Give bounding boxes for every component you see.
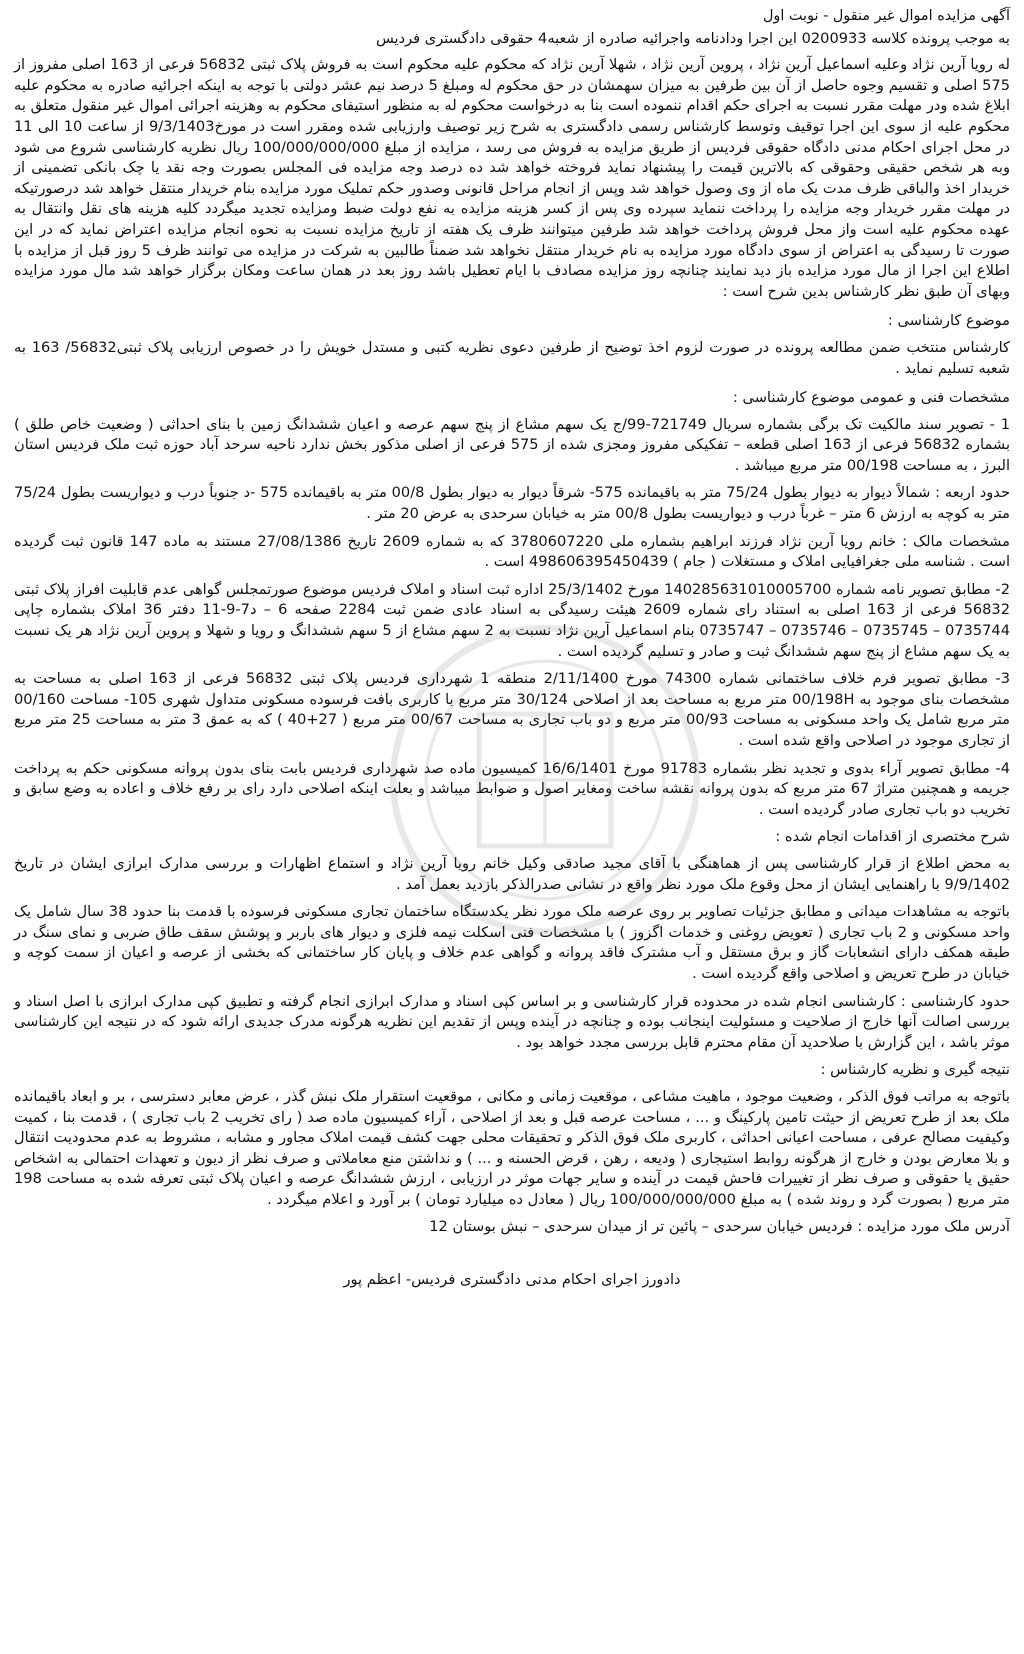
spec-item-3: 3- مطابق تصویر فرم خلاف ساختمانی شماره 74300 مورخ 2/11/1400 منطقه 1 شهرداری فردیس پلاک ثبتی 56832 فرعی از 163 اصلی به مساحت به مشخصات بنای موجود به 00/198H متر مربع به مساحت بعد از اصلاحی 30/124 متر مربع با کاربری بافت فرسوده مسکونی متداول شهری 105- مساحت 00/160 متر مربع شامل یک واحد مسکونی به مساحت 00/93 متر مربع و دو باب تجاری به مساحت 00/67 متر مربع ( 27+40 ) که به عمق 3 متر به مساحت 25 متر مربع از تجاری موجود در اصلاحی واقع شده است . [14, 670, 1010, 749]
conclusion-paragraph: باتوجه به مراتب فوق الذکر ، وضعیت موجود ، ماهیت مشاعی ، موقعیت زمانی و مکانی ، موقعیت استقرار ملک نبش گذر ، عرض معابر دسترسی ، بر و ابعاد باقیمانده ملک بعد از طرح تعریض از حیثت تامین پارکینگ و ... ، مساحت عرصه قبل و بعد از اصلاحی ، آراء کمیسیون ماده صد ( رای تخریب 2 باب تجاری ) ، قدمت بنا ، کمیت وکیفیت مصالح عرفی ، مساحت اعیانی احداثی ، کاربری ملک فوق الذکر و تحقیقات محلی جهت کشف قیمت املاک مجاور و مشابه ، مشروط به عدم محدودیت انتقال و بلا معارض بودن و خارج از هرگونه روابط استیجاری ( ودیعه ، رهن ، قرض الحسنه و ... ) و نداشتن منع معاملاتی و صرف نظر از دیون و تعهدات احتمالی به اشخاص حقیق یا حقوقی و صرف نظر از تغییرات فاحش قیمت در آینده و سایر جهات موثر در ارزیابی ، ارزش ششدانگ عرصه و اعیان پلاک ثبتی تعرفه شده به مساحت 198 متر مربع ( بصورت گرد و روند شده ) به مبلغ 100/000/000/000 ریال ( معادل ده میلیارد تومان ) بر آورد و اعلام میگردد . [14, 1087, 1010, 1208]
property-address: آدرس ملک مورد مزایده : فردیس خیابان سرحدی – پائین تر از میدان سرحدی – نبش بوستان 12 [429, 1218, 1010, 1236]
actions-paragraph-1: به محض اطلاع از قرار کارشناسی پس از هماهنگی با آقای مجید صادقی وکیل خانم رویا آرین نژاد و استماع اظهارات و بررسی مدارک ابرازی ایشان در تاریخ 9/9/1402 با راهنمایی ایشان از محل وقوع ملک مورد نظر واقع در نشانی صدرالذکر بازدید بعمل آمد . [14, 854, 1010, 893]
spec-item-4: 4- مطابق تصویر آراء بدوی و تجدید نظر بشماره 91783 مورخ 16/6/1401 کمیسیون ماده صد شهرداری فردیس بابت بنای بدون پروانه مسکونی حکم به پرداخت جریمه و همچنین متراژ 67 متر مربع که بدون پروانه نقشه ساخت ومغایر اصول و ضوابط میباشد و بعلت اینکه اصلاحی دارد رای بر رفع خلاف و اعاده به وضع سابق و تخریب دو باب تجاری صادر گردیده است . [14, 759, 1010, 818]
subject-heading: موضوع کارشناسی : [887, 312, 1010, 330]
owner-paragraph: مشخصات مالک : خانم رویا آرین نژاد فرزند ابراهیم بشماره ملی 3780607220 که به شماره 2609 تاریخ 27/08/1386 مستند به ماده 147 قانون ثبت گردیده است . شناسه ملی جغرافیایی املاک و مستغلات ( جام ) 498606395450439 است . [14, 532, 1010, 571]
notice-subtitle: به موجب پرونده کلاسه 0200933 این اجرا ودادنامه واجرائیه صادره از شعبه4 حقوقی دادگستری فردیس [375, 29, 1010, 47]
notice-title: آگهی مزایده اموال غیر منقول - نوبت اول [762, 8, 1010, 24]
limits-paragraph: حدود کارشناسی : کارشناسی انجام شده در محدوده قرار کارشناسی و بر اساس کپی اسناد و مدارک ابرازی انجام گرفته و تطبیق کپی مدارک ابرازی با اصل اسناد و بررسی اصالت آنها خارج از صلاحیت و مسئولیت اینجانب بوده و چنانچه در آینده وپس از تقدیم این نظریه هرگونه مدرک جدیدی ارائه شود که در نتیجه این کارشناسی موثر باشد ، این گزارش با صلاحدید آن مقام محترم قابل بررسی مجدد خواهد بود . [14, 992, 1010, 1051]
spec-item-2: 2- مطابق تصویر نامه شماره 140285631010005700 مورخ 25/3/1402 اداره ثبت اسناد و املاک فردیس موضوع صورتمجلس گواهی عدم قابلیت افراز پلاک ثبتی 56832 فرعی از 163 اصلی به استناد رای شماره 2609 هیئت رسیدگی به اسناد عادی ضمن ثبت 2284 صفحه 6 – د7-9-11 دفتر 36 املاک بشماره چاپی 0735744 – 0735745 – 0735746 – 0735747 بنام اسماعیل آرین نژاد نسبت به 2 سهم مشاع از 5 سهم ششدانگ و رویا و شهلا و پروین آرین نژاد هر یک نسبت به یک سهم مشاع از پنج سهم ششدانگ ثبت و صادر و تسلیم گردیده است . [14, 580, 1011, 660]
signature-line: دادورز اجرای احکام مدنی دادگستری فردیس- اعظم پور [343, 1271, 681, 1289]
specs-heading: مشخصات فنی و عمومی موضوع کارشناسی : [732, 389, 1010, 407]
actions-heading: شرح مختصری از اقدامات انجام شده : [775, 828, 1010, 846]
subject-paragraph: کارشناس منتخب ضمن مطالعه پرونده در صورت لزوم اخذ توضیح از طرفین دعوی نظریه کتبی و مستدل خویش را در خصوص ارزیابی پلاک ثبتی56832/ 163 به شعبه تسلیم نماید . [14, 338, 1010, 377]
actions-paragraph-2: باتوجه به مشاهدات میدانی و مطابق جزئیات تصاویر بر روی عرصه ملک مورد نظر یکدستگاه ساختمان تجاری مسکونی فرسوده با قدمت بنا حدود 38 سال شامل یک واحد مسکونی و 2 باب تجاری ( تعویض روغنی و خدمات اگزوز ) با مشخصات فنی اسکلت نیمه فلزی و دیوار های باربر و پوشش سقف طاق ضربی و نمای سنگ در طبقه همکف دارای انشعابات گاز و برق مستقل و آب مشترک فاقد پروانه و گواهی عدم خلاف و پایان کار ساختمانی که بخشی از عرصه و اعیان از سمت کوچه و خیابان در طرح تعریض و اصلاحی واقع گردیده است . [14, 903, 1010, 982]
intro-paragraph: له رویا آرین نژاد وعلیه اسماعیل آرین نژاد ، پروین آرین نژاد ، شهلا آرین نژاد که محکوم علیه محکوم است به فروش پلاک ثبتی 56832 فرعی از 163 اصلی مفروز از 575 اصلی و تقسیم وجوه حاصل از آن بین طرفین به میزان سهمشان در حق محکوم له ومبلغ 5 درصد نیم عشر دولتی با توجه به اینکه اجرائیه صادره به محکوم علیه ابلاغ شده ودر مهلت مقرر نسبت به اجرای حکم اقدام ننموده است بنا به درخواست محکوم له به منظور استیفای محکوم به وهزینه اجرائی اموال غیر منقول متعلق به محکوم علیه از سوی این اجرا توقیف وتوسط کارشناس رسمی دادگستری به شرح زیر توصیف وارزیابی شده ومقرر است در مورخ9/3/1403 از ساعت 10 الی 11 در محل اجرای احکام مدنی دادگاه حقوقی فردیس از طریق مزایده به فروش می رسد ، مزایده از مبلغ 100/000/000/000 ریال نظریه کارشناسی شروع می شود وبه هر شخص حقیقی وحقوقی که بالاترین قیمت را پیشنهاد نماید فروخته خواهد شد ده درصد وجه مزایده فی المجلس بصورت وجه نقد یا چک بانکی تضمینی از خریدار اخذ والباقی ظرف مدت یک ماه از وی وصول خواهد شد وپس از انجام مراحل قانونی وصدور حکم تملیک مورد مزایده بنام خریدار منتقل خواهد شد درصورتیکه در مهلت مقرر خریدار وجه مزایده را پرداخت ننماید سپرده وی پس از کسر هزینه مزایده به نفع دولت ضبط ومزایده تجدید میگردد کلیه هزینه های نقل وانتقال به عهده محکوم علیه است واز محل فروش پرداخت خواهد شد طرفین میتوانند ظرف یک هفته از تاریخ مزایده نسبت به نحوه انجام مزایده اعتراض نماید که در این صورت تا رسیدگی به اعتراض از سوی دادگاه مورد مزایده به نام خریدار منتقل نخواهد شد ضمناً طالبین به شرکت در مزایده می توانند ظرف 5 روز قبل از مزایده با اطلاع این اجرا از مال مورد مزایده باز دید نمایند چنانچه روز مزایده مصادف با ایام تعطیل باشد روز بعد در همان ساعت ومکان برگزار خواهد شد مال مورد مزایده وبهای آن طبق نظر کارشناس بدین شرح است : [14, 56, 1010, 300]
boundaries-paragraph: حدود اربعه : شمالاً دیوار به دیوار بطول 75/24 متر به باقیمانده 575- شرقاً دیوار به دیوار بطول 00/8 متر به باقیمانده 575 -د جنوباً درب و دیواریست بطول 75/24 متر به کوچه به ارزش 6 متر – غرباً درب و دیواریست بطول 00/8 متر به خیابان سرحدی به عرض 20 متر . [14, 484, 1010, 523]
spec-item-1: 1 - تصویر سند مالکیت تک برگی بشماره سریال 721749-99/ج یک سهم مشاع از پنج سهم عرصه و اعیان ششدانگ زمین با بنای احداثی ( وضعیت خاص طلق ) بشماره 56832 فرعی از 163 اصلی قطعه – تفکیکی مفروز ومجزی شده از 575 فرعی از اصلی مذکور بخش ندارد ناحیه سرحد آباد حوزه ثبت ملک فردیس استان البرز ، به مساحت 00/198 متر مربع میباشد . [14, 415, 1011, 474]
conclusion-heading: نتیجه گیری و نظریه کارشناس : [820, 1061, 1010, 1079]
